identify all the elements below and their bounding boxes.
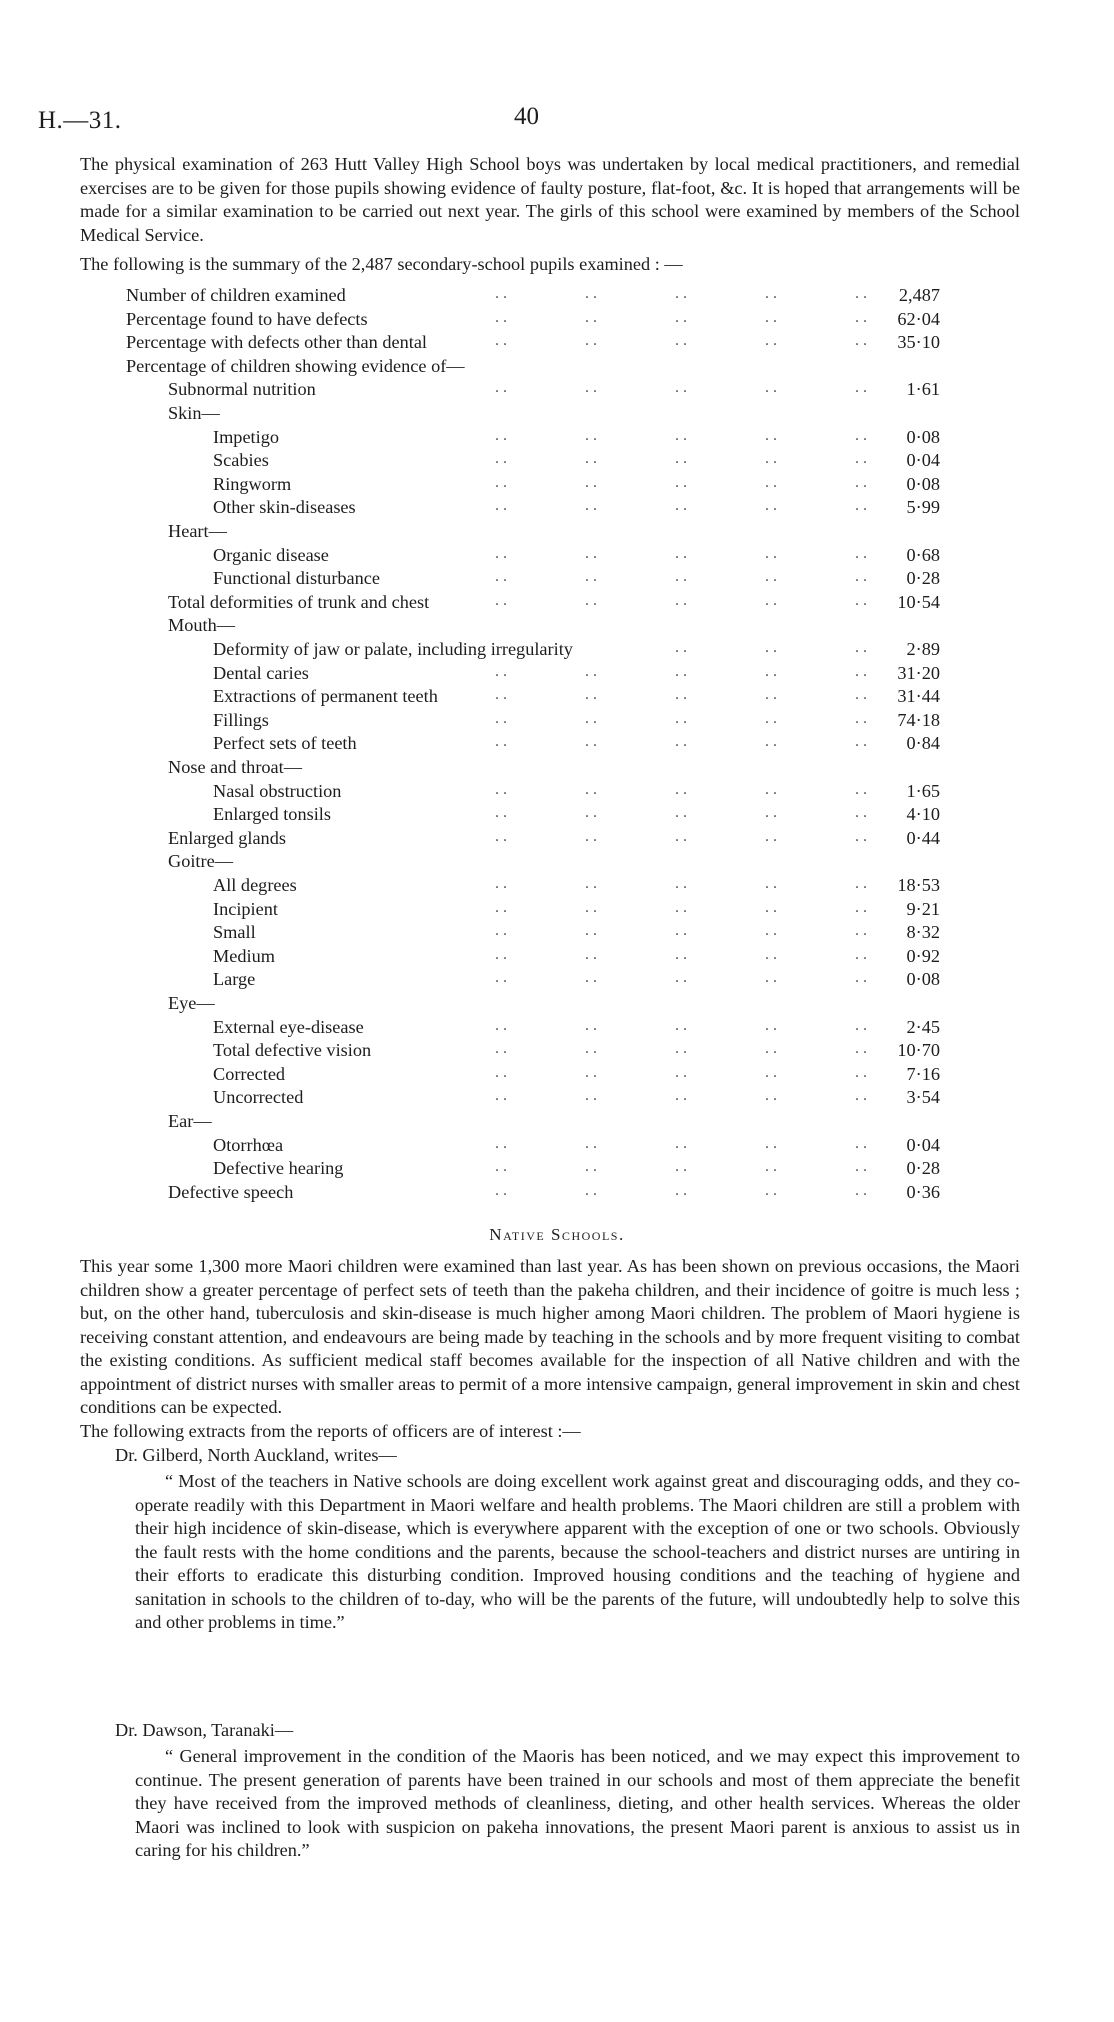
leader-dot: . . <box>495 733 507 751</box>
summary-row-label: Percentage with defects other than dental <box>126 332 428 353</box>
leader-dot: . . <box>585 1181 597 1199</box>
writer-dawson: Dr. Dawson, Taranaki— <box>115 1720 294 1740</box>
leader-dot: . . <box>585 827 597 845</box>
summary-row <box>80 663 940 687</box>
leader-dot: . . <box>675 568 687 586</box>
summary-row <box>80 285 940 309</box>
leader-dot: . . <box>495 780 507 798</box>
summary-row-value: 0·28 <box>906 568 940 589</box>
leader-dot: . . <box>765 308 777 326</box>
leader-dot: . . <box>675 308 687 326</box>
leader-dot: . . <box>765 875 777 892</box>
leader-dot: . . <box>855 1016 867 1034</box>
summary-row-label: All degrees <box>213 875 297 895</box>
leader-dot: . . <box>675 709 687 727</box>
leader-dot: . . <box>585 804 597 822</box>
leader-dot: . . <box>675 733 687 751</box>
summary-row-value: 10·54 <box>897 591 940 612</box>
summary-row-label: Deformity of jaw or palate, including irregularity <box>213 639 573 659</box>
summary-row <box>80 969 940 993</box>
leader-dot: . . <box>675 969 687 987</box>
leader-dot: . . <box>765 426 777 444</box>
summary-row <box>80 592 940 616</box>
native-paragraph <box>80 1255 1020 1420</box>
summary-row-value: 0·84 <box>906 733 940 754</box>
summary-row-value: 0·36 <box>906 1181 940 1202</box>
summary-row-value: 0·04 <box>906 1134 940 1155</box>
summary-row <box>80 733 940 757</box>
leader-dot: . . <box>765 473 777 491</box>
leader-dot: . . <box>675 686 687 704</box>
summary-row-value: 31·20 <box>897 662 940 683</box>
summary-row-value: 0·92 <box>906 945 940 966</box>
leader-dot: . . <box>675 332 687 350</box>
summary-row-label: Heart— <box>168 521 227 541</box>
leader-dot: . . <box>675 1016 687 1034</box>
summary-row <box>80 568 940 592</box>
summary-row-value: 1·65 <box>906 780 940 801</box>
leader-dot: . . <box>855 1063 867 1081</box>
summary-row-value: 1·61 <box>906 379 940 400</box>
leader-dot: . . <box>855 662 867 680</box>
summary-row-label: Corrected <box>213 1063 286 1084</box>
leader-dot: . . <box>495 379 507 397</box>
leader-dot: . . <box>495 804 507 822</box>
leader-dot: . . <box>675 1087 687 1105</box>
leader-dot: . . <box>855 473 867 491</box>
leader-dot: . . <box>585 473 597 491</box>
leader-dot: . . <box>585 568 597 586</box>
summary-row <box>80 403 940 427</box>
summary-row-label: Ear— <box>168 1111 212 1131</box>
summary-row-label: Large <box>213 969 256 990</box>
leader-dot: . . <box>495 426 507 444</box>
leader-dot: . . <box>495 1016 507 1034</box>
leader-dot: . . <box>585 450 597 468</box>
summary-row-label: Mouth— <box>168 615 236 636</box>
leader-dot: . . <box>855 497 867 515</box>
summary-row <box>80 1064 940 1088</box>
leader-dot: . . <box>495 308 507 326</box>
summary-row-label: Eye— <box>168 993 215 1013</box>
summary-intro <box>80 253 1020 277</box>
summary-row-value: 2,487 <box>898 285 940 305</box>
summary-row <box>80 686 940 710</box>
summary-row <box>80 332 940 356</box>
leader-dot: . . <box>675 497 687 515</box>
summary-row-label: Enlarged glands <box>168 827 286 848</box>
summary-row-label: Number of children examined <box>126 285 346 305</box>
summary-row <box>80 497 940 521</box>
leader-dot: . . <box>585 1134 597 1152</box>
leader-dot: . . <box>675 285 687 302</box>
leader-dot: . . <box>495 945 507 963</box>
leader-dot: . . <box>855 780 867 798</box>
leader-dot: . . <box>675 662 687 680</box>
leader-dot: . . <box>765 804 777 822</box>
leader-dot: . . <box>765 1063 777 1081</box>
leader-dot: . . <box>855 922 867 940</box>
summary-row-label: Functional disturbance <box>213 568 381 589</box>
quote-dawson-text: “ General improvement in the condition of the Maoris has been noticed, and we may expect this improvement to continue. The present generation of parents have been trained in our schools and most of them appreciate the benefit they have received from the improved methods of cleanliness, dieting, and other health services. Whereas the older Maori was inclined to look with suspicion on pakeha innovations, the present Maori parent is anxious to assist us in caring for his children.” <box>135 1746 1020 1860</box>
summary-row-label: Goitre— <box>168 851 233 872</box>
summary-row-label: Total defective vision <box>213 1040 372 1061</box>
summary-row-value: 31·44 <box>897 686 940 707</box>
leader-dot: . . <box>585 780 597 798</box>
summary-row <box>80 1111 940 1135</box>
summary-row-label: Defective speech <box>168 1181 294 1202</box>
summary-row <box>80 828 940 852</box>
summary-row-label: Percentage found to have defects <box>126 308 368 329</box>
summary-row-label: Impetigo <box>213 426 280 447</box>
leader-dot: . . <box>855 969 867 987</box>
summary-row-label: External eye-disease <box>213 1016 364 1037</box>
summary-row-label: Percentage of children showing evidence of— <box>126 355 465 376</box>
leader-dot: . . <box>495 1158 507 1176</box>
leader-dot: . . <box>495 1181 507 1199</box>
summary-row-label: Medium <box>213 945 275 966</box>
leader-dot: . . <box>855 733 867 751</box>
leader-dot: . . <box>765 1181 777 1199</box>
section-title: Native Schools. <box>489 1225 625 1244</box>
leader-dot: . . <box>675 591 687 609</box>
page-number: 40 <box>514 103 539 130</box>
leader-dot: . . <box>675 639 687 656</box>
intro-paragraph <box>80 153 1020 247</box>
leader-dot: . . <box>765 544 777 562</box>
leader-dot: . . <box>495 544 507 562</box>
summary-row <box>80 450 940 474</box>
summary-row-label: Uncorrected <box>213 1087 304 1108</box>
leader-dot: . . <box>675 1158 687 1176</box>
summary-row-value: 5·99 <box>906 497 940 518</box>
leader-dot: . . <box>765 1158 777 1176</box>
summary-row-label: Scabies <box>213 450 269 471</box>
summary-row <box>80 1158 940 1182</box>
leader-dot: . . <box>855 379 867 397</box>
leader-dot: . . <box>675 898 687 916</box>
summary-row <box>80 757 940 781</box>
summary-row <box>80 521 940 545</box>
leader-dot: . . <box>675 426 687 444</box>
writer-gilberd: Dr. Gilberd, North Auckland, writes— <box>115 1445 397 1465</box>
summary-row <box>80 1017 940 1041</box>
leader-dot: . . <box>585 497 597 515</box>
summary-row-label: Small <box>213 922 256 943</box>
leader-dot: . . <box>675 450 687 468</box>
document-reference: H.—31. <box>38 107 122 134</box>
leader-dot: . . <box>765 922 777 940</box>
leader-dot: . . <box>855 875 867 892</box>
summary-row-value: 3·54 <box>906 1087 940 1108</box>
leader-dot: . . <box>765 969 777 987</box>
summary-row-value: 18·53 <box>897 875 940 895</box>
summary-row-value: 35·10 <box>897 332 940 353</box>
leader-dot: . . <box>495 709 507 727</box>
summary-row <box>80 309 940 333</box>
summary-row-label: Nasal obstruction <box>213 780 342 801</box>
leader-dot: . . <box>765 332 777 350</box>
summary-row <box>80 875 940 899</box>
leader-dot: . . <box>495 497 507 515</box>
leader-dot: . . <box>585 332 597 350</box>
summary-row <box>80 781 940 805</box>
leader-dot: . . <box>675 804 687 822</box>
summary-row <box>80 1087 940 1111</box>
leader-dot: . . <box>765 639 777 656</box>
leader-dot: . . <box>765 568 777 586</box>
leader-dot: . . <box>495 1087 507 1105</box>
leader-dot: . . <box>675 922 687 940</box>
leader-dot: . . <box>855 332 867 350</box>
summary-row-value: 0·08 <box>906 969 940 990</box>
summary-row-label: Ringworm <box>213 473 292 494</box>
summary-row <box>80 993 940 1017</box>
leader-dot: . . <box>585 1063 597 1081</box>
leader-dot: . . <box>585 922 597 940</box>
leader-dot: . . <box>495 332 507 350</box>
summary-row-label: Otorrhœa <box>213 1134 284 1155</box>
native-paragraph-text: This year some 1,300 more Maori children were examined than last year. As has been shown on previous occasions, the Maori children show a greater percentage of perfect sets of teeth than the pakeha children, and their incidence of goitre is much less ; but, on the other hand, tuberculosis and skin-disease is much higher among Maori children. The problem of Maori hygiene is receiving constant attention, and endeavours are being made by teaching in the schools and by more frequent visiting to combat the existing conditions. As sufficient medical staff becomes available for the inspection of all Native children and with the appointment of district nurses with smaller areas to permit of a more intensive campaign, general improvement in skin and chest conditions can be expected. <box>80 1256 1020 1417</box>
summary-row-value: 2·89 <box>906 639 940 659</box>
leader-dot: . . <box>495 568 507 586</box>
leader-dot: . . <box>585 709 597 727</box>
leader-dot: . . <box>495 898 507 916</box>
leader-dot: . . <box>765 379 777 397</box>
leader-dot: . . <box>855 591 867 609</box>
leader-dot: . . <box>495 969 507 987</box>
quote-gilberd <box>135 1470 1020 1635</box>
leader-dot: . . <box>855 568 867 586</box>
leader-dot: . . <box>585 662 597 680</box>
leader-dot: . . <box>495 450 507 468</box>
summary-row-value: 8·32 <box>906 922 940 943</box>
leader-dot: . . <box>855 308 867 326</box>
leader-dot: . . <box>675 875 687 892</box>
leader-dot: . . <box>675 827 687 845</box>
leader-dot: . . <box>855 285 867 302</box>
leader-dot: . . <box>855 544 867 562</box>
leader-dot: . . <box>765 898 777 916</box>
summary-row-value: 4·10 <box>906 804 940 825</box>
leader-dot: . . <box>585 875 597 892</box>
leader-dot: . . <box>855 1040 867 1058</box>
leader-dot: . . <box>765 1134 777 1152</box>
leader-dot: . . <box>765 827 777 845</box>
extracts-intro-text: The following extracts from the reports of officers are of interest :— <box>80 1421 581 1441</box>
leader-dot: . . <box>675 1040 687 1058</box>
summary-row <box>80 710 940 734</box>
leader-dot: . . <box>585 379 597 397</box>
leader-dot: . . <box>585 969 597 987</box>
leader-dot: . . <box>855 804 867 822</box>
summary-row-value: 0·08 <box>906 426 940 447</box>
summary-row-value: 2·45 <box>906 1016 940 1037</box>
summary-row <box>80 427 940 451</box>
leader-dot: . . <box>765 591 777 609</box>
leader-dot: . . <box>765 1016 777 1034</box>
summary-row-value: 0·68 <box>906 544 940 565</box>
summary-row-label: Subnormal nutrition <box>168 379 316 400</box>
leader-dot: . . <box>675 780 687 798</box>
leader-dot: . . <box>675 473 687 491</box>
leader-dot: . . <box>495 827 507 845</box>
summary-row-value: 0·44 <box>906 827 940 848</box>
leader-dot: . . <box>585 308 597 326</box>
summary-row <box>80 356 940 380</box>
summary-row <box>80 545 940 569</box>
leader-dot: . . <box>855 1134 867 1152</box>
leader-dot: . . <box>855 945 867 963</box>
summary-row <box>80 899 940 923</box>
leader-dot: . . <box>765 945 777 963</box>
summary-row <box>80 615 940 639</box>
summary-row-value: 0·04 <box>906 450 940 471</box>
summary-row <box>80 922 940 946</box>
summary-row <box>80 474 940 498</box>
leader-dot: . . <box>675 1181 687 1199</box>
summary-row <box>80 639 940 663</box>
leader-dot: . . <box>495 875 507 892</box>
leader-dot: . . <box>855 1087 867 1105</box>
leader-dot: . . <box>585 945 597 963</box>
leader-dot: . . <box>585 591 597 609</box>
summary-intro-text: The following is the summary of the 2,487 secondary-school pupils examined : — <box>80 254 683 274</box>
leader-dot: . . <box>585 1040 597 1058</box>
summary-row-value: 10·70 <box>897 1040 940 1061</box>
summary-row-label: Total deformities of trunk and chest <box>168 591 430 612</box>
leader-dot: . . <box>765 450 777 468</box>
leader-dot: . . <box>585 285 597 302</box>
summary-row <box>80 1182 940 1206</box>
leader-dot: . . <box>495 591 507 609</box>
leader-dot: . . <box>495 1063 507 1081</box>
leader-dot: . . <box>855 686 867 704</box>
summary-row-label: Other skin-diseases <box>213 497 356 518</box>
leader-dot: . . <box>675 1134 687 1152</box>
summary-row-label: Enlarged tonsils <box>213 804 331 825</box>
summary-row-value: 62·04 <box>897 308 940 329</box>
summary-row <box>80 1040 940 1064</box>
summary-row-label: Skin— <box>168 403 220 423</box>
leader-dot: . . <box>765 709 777 727</box>
leader-dot: . . <box>495 473 507 491</box>
extracts-intro <box>80 1420 1020 1444</box>
summary-row-label: Organic disease <box>213 544 329 565</box>
summary-row-value: 74·18 <box>897 709 940 730</box>
leader-dot: . . <box>495 662 507 680</box>
leader-dot: . . <box>495 1040 507 1058</box>
leader-dot: . . <box>855 450 867 468</box>
summary-row <box>80 379 940 403</box>
summary-row-value: 0·28 <box>906 1158 940 1179</box>
leader-dot: . . <box>855 709 867 727</box>
leader-dot: . . <box>585 733 597 751</box>
summary-row <box>80 851 940 875</box>
leader-dot: . . <box>765 285 777 302</box>
leader-dot: . . <box>495 285 507 302</box>
quote-dawson <box>135 1745 1020 1863</box>
leader-dot: . . <box>495 922 507 940</box>
leader-dot: . . <box>585 1087 597 1105</box>
quote-gilberd-text: “ Most of the teachers in Native schools are doing excellent work against great and discouraging odds, and they co-operate readily with this Department in Maori welfare and health problems. The Maori children are still a problem with their high incidence of skin-disease, which is everywhere apparent with the exception of one or two schools. Obviously the fault rests with the home conditions and the parents, because the school-teachers and district nurses are untiring in their efforts to eradicate this disturbing condition. Improved housing conditions and the teaching of hygiene and sanitation in schools to the children of to-day, who will be the parents of the future, will undoubtedly help to solve this and other problems in time.” <box>135 1471 1020 1632</box>
leader-dot: . . <box>585 686 597 704</box>
summary-row-label: Incipient <box>213 898 278 919</box>
leader-dot: . . <box>855 898 867 916</box>
summary-row-value: 0·08 <box>906 473 940 494</box>
summary-row-label: Extractions of permanent teeth <box>213 686 438 707</box>
leader-dot: . . <box>855 426 867 444</box>
summary-row-label: Fillings <box>213 709 269 730</box>
summary-row-value: 9·21 <box>906 898 940 919</box>
summary-row-label: Defective hearing <box>213 1158 344 1179</box>
leader-dot: . . <box>675 544 687 562</box>
summary-row-label: Dental caries <box>213 662 309 683</box>
leader-dot: . . <box>585 426 597 444</box>
intro-paragraph-text: The physical examination of 263 Hutt Valley High School boys was undertaken by local medical practitioners, and remedial exercises are to be given for those pupils showing evidence of faulty posture, flat-foot, &c. It is hoped that arrangements will be made for a similar examination to be carried out next year. The girls of this school were examined by members of the School Medical Service. <box>80 154 1020 245</box>
leader-dot: . . <box>765 686 777 704</box>
leader-dot: . . <box>675 945 687 963</box>
leader-dot: . . <box>765 1040 777 1058</box>
leader-dot: . . <box>765 733 777 751</box>
leader-dot: . . <box>495 686 507 704</box>
leader-dot: . . <box>675 1063 687 1081</box>
leader-dot: . . <box>765 1087 777 1105</box>
leader-dot: . . <box>855 827 867 845</box>
leader-dot: . . <box>765 662 777 680</box>
summary-row <box>80 804 940 828</box>
summary-row-label: Nose and throat— <box>168 757 303 777</box>
leader-dot: . . <box>585 1016 597 1034</box>
leader-dot: . . <box>765 497 777 515</box>
summary-row-value: 7·16 <box>906 1063 940 1084</box>
leader-dot: . . <box>855 1158 867 1176</box>
leader-dot: . . <box>855 1181 867 1199</box>
summary-row <box>80 1135 940 1159</box>
leader-dot: . . <box>585 544 597 562</box>
leader-dot: . . <box>585 898 597 916</box>
leader-dot: . . <box>855 639 867 656</box>
leader-dot: . . <box>495 1134 507 1152</box>
summary-row-label: Perfect sets of teeth <box>213 733 357 754</box>
leader-dot: . . <box>585 1158 597 1176</box>
leader-dot: . . <box>765 780 777 798</box>
leader-dot: . . <box>675 379 687 397</box>
summary-row <box>80 946 940 970</box>
